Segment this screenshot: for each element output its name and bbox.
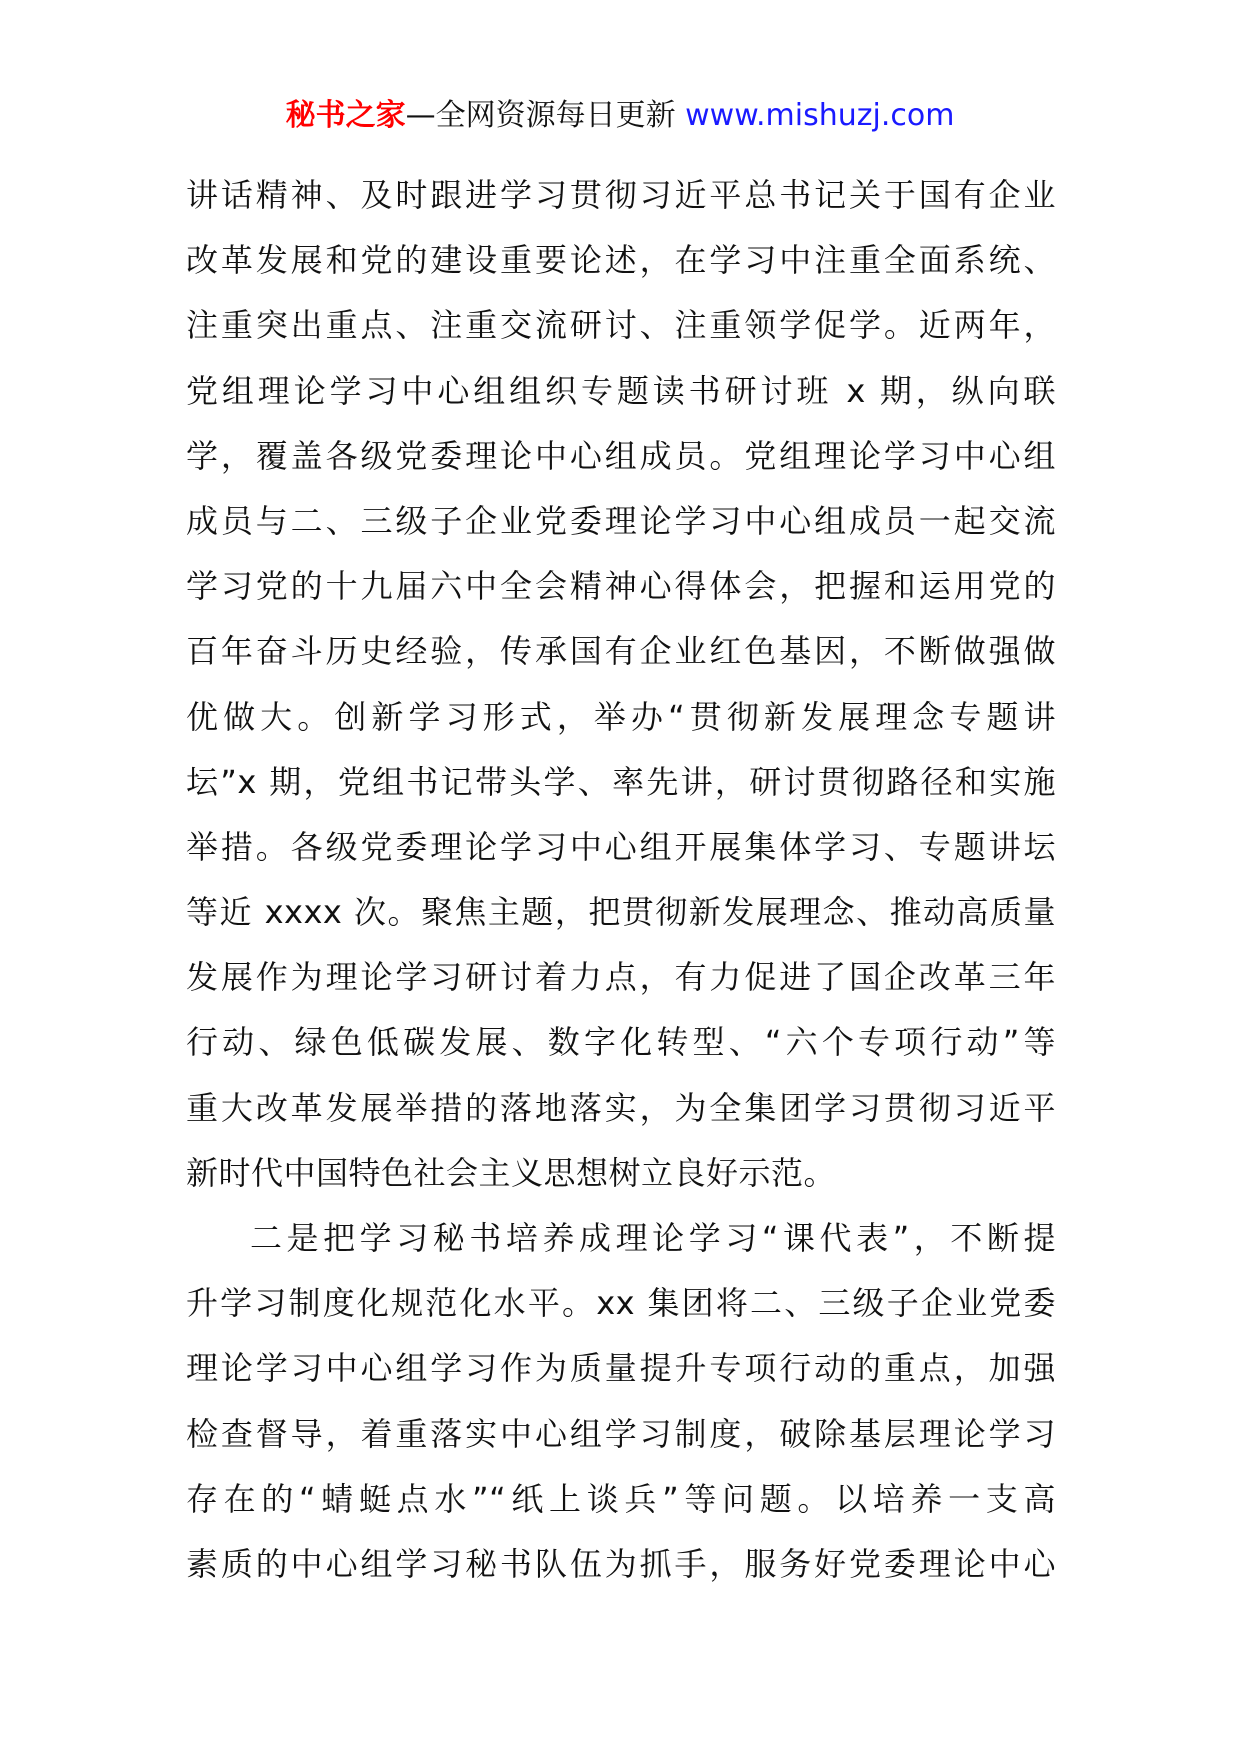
text-line: 改革发展和党的建设重要论述，在学习中注重全面系统、: [186, 241, 1056, 280]
text-line: 新时代中国特色社会主义思想树立良好示范。: [186, 1153, 837, 1192]
text-line: 等近 xxxx 次。聚焦主题，把贯彻新发展理念、推动高质量: [186, 893, 1056, 932]
text-line: 坛”x 期，党组书记带头学、率先讲，研讨贯彻路径和实施: [186, 762, 1056, 801]
text-line: 素质的中心组学习秘书队伍为抓手，服务好党委理论中心: [186, 1544, 1056, 1583]
text-line: 注重突出重点、注重交流研讨、注重领学促学。近两年，: [186, 306, 1056, 345]
text-line: 举措。各级党委理论学习中心组开展集体学习、专题讲坛: [186, 827, 1056, 866]
paragraph-1: [186, 163, 1056, 1206]
text-line: 存在的“蜻蜓点水”“纸上谈兵”等问题。以培养一支高: [186, 1479, 1056, 1518]
paragraph-2: [186, 1206, 1056, 1597]
text-line: 重大改革发展举措的落地落实，为全集团学习贯彻习近平: [186, 1088, 1056, 1127]
text-line: 行动、绿色低碳发展、数字化转型、“六个专项行动”等: [186, 1023, 1056, 1062]
text-line: 发展作为理论学习研讨着力点，有力促进了国企改革三年: [186, 958, 1056, 997]
document-body: [186, 163, 1056, 1597]
header-slogan: —全网资源每日更新: [405, 98, 686, 133]
text-line: 升学习制度化规范化水平。xx 集团将二、三级子企业党委: [186, 1284, 1056, 1323]
page-header: [0, 96, 1240, 136]
text-line: 百年奋斗历史经验，传承国有企业红色基因，不断做强做: [186, 632, 1056, 671]
text-line: 学，覆盖各级党委理论中心组成员。党组理论学习中心组: [186, 436, 1056, 475]
text-line: 党组理论学习中心组组织专题读书研讨班 x 期，纵向联: [186, 371, 1056, 410]
text-line: 学习党的十九届六中全会精神心得体会，把握和运用党的: [186, 567, 1056, 606]
text-line: 检查督导，着重落实中心组学习制度，破除基层理论学习: [186, 1414, 1056, 1453]
text-line: 讲话精神、及时跟进学习贯彻习近平总书记关于国有企业: [186, 176, 1056, 214]
text-line: 成员与二、三级子企业党委理论学习中心组成员一起交流: [186, 501, 1056, 540]
text-line: 优做大。创新学习形式，举办“贯彻新发展理念专题讲: [186, 697, 1056, 736]
header-brand: 秘书之家: [285, 98, 406, 133]
text-line: 理论学习中心组学习作为质量提升专项行动的重点，加强: [186, 1349, 1056, 1388]
text-line: 二是把学习秘书培养成理论学习“课代表”，不断提: [250, 1219, 1056, 1257]
header-url-link[interactable]: www.mishuzj.com: [685, 98, 955, 133]
